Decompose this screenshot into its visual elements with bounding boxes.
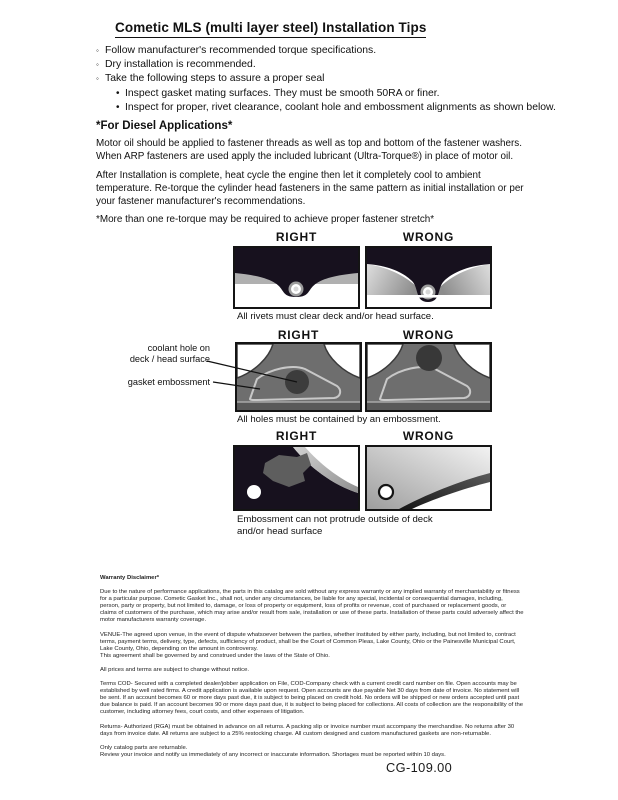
coolant-hole-wrong-illustration	[367, 344, 490, 410]
list-item	[96, 72, 596, 86]
rivet-clearance-wrong-illustration	[367, 248, 490, 307]
coolant-hole-label	[100, 343, 210, 365]
diagram-caption: All holes must be contained by an embossment.	[237, 414, 441, 425]
wrong-label: WRONG	[402, 328, 455, 342]
right-label: RIGHT	[277, 328, 320, 342]
warranty-disclaimer-heading: Warranty Disclaimer*	[100, 575, 160, 581]
legal-paragraph: Terms COD- Secured with a completed dealer/jobber application on File, COD-Company check with a current credit card number on file. Open accounts may be established by well rated firms. A credit application is available upon request. Open accounts are due payable Net 30 days from date of invoice. No statement will be sent. If an account becomes 60 or more days past due, it is subject to being placed on credit hold. No orders will be shipped or new orders accepted until past due balance is paid. If an account becomes 90 or more days past due, it is subject to being placed for collections. All costs of collection are the responsibility of the customer, including attorney fees, court costs, and other expenses of litigation.	[100, 681, 524, 716]
wrong-label: WRONG	[402, 230, 455, 244]
filled-bullet-icon: •	[116, 87, 120, 99]
list-item	[96, 87, 596, 101]
coolant-hole-label-line2: deck / head surface	[129, 354, 210, 364]
diagram-deck-wrong	[365, 445, 492, 511]
open-bullet-icon: ◦	[96, 46, 99, 55]
legal-paragraph: Only catalog parts are returnable.	[100, 744, 188, 751]
list-item	[96, 58, 596, 72]
diesel-paragraph: After Installation is complete, heat cycle the engine then let it completely cool to ambient temperature. Re-torque the cylinder head fasteners in the same pattern as initial installation or per your fastener manufacturer's recommendations.	[96, 170, 524, 207]
warranty-disclaimer-section	[100, 575, 524, 759]
diagram-embossment-wrong	[365, 342, 492, 412]
list-item	[96, 44, 596, 58]
wrong-label: WRONG	[402, 429, 455, 443]
diagram-deck-right	[233, 445, 360, 511]
bullet-text: Follow manufacturer's recommended torque specifications.	[105, 45, 377, 56]
embossment-deck-right-illustration	[235, 447, 358, 509]
caption-line2: and/or head surface	[237, 525, 323, 537]
legal-paragraph: Review your invoice and notify us immediately of any incorrect or inaccurate information. Shortages must be reported within 10 days.	[100, 751, 446, 758]
diagram-rivet-right	[233, 246, 360, 309]
right-label: RIGHT	[275, 429, 318, 443]
legal-paragraph: Returns- Authorized (RGA) must be obtained in advance on all returns. A packing slip or invoice number must accompany the merchandise. No returns after 30 days from invoice date. All returns are subject to a 25% restocking charge. All custom designed and custom manufactured gaskets are non-returnable.	[100, 723, 515, 737]
open-bullet-icon: ◦	[96, 74, 99, 84]
embossment-deck-wrong-illustration	[367, 447, 490, 509]
right-label: RIGHT	[275, 230, 318, 244]
rivet-clearance-right-illustration	[235, 248, 358, 307]
bullet-text: Inspect for proper, rivet clearance, coolant hole and embossment alignments as shown below.	[125, 101, 556, 113]
legal-paragraph: Due to the nature of performance applications, the parts in this catalog are sold without any express warranty or any implied warranty of merchantability or fitness for a particular purpose. Cometic Gasket Inc., shall not, under any circumstances, be liable for any special, incidental or consequential damages, including, person, party or property, but not limited to, damage, or loss of property or equipment, loss of profits or revenue, cost of purchased or replacement goods, or claims of customers of the purchase, which may arise and/or result from sale, installation or use of these parts. Installation of these parts could adversely affect the motor manufacturers warranty coverage.	[100, 589, 524, 624]
coolant-hole-label-line1: coolant hole on	[147, 343, 210, 353]
bullet-text: Dry installation is recommended.	[105, 59, 256, 71]
diagram-rivet-wrong	[365, 246, 492, 309]
pointer-lines	[205, 352, 305, 397]
diesel-applications-heading: *For Diesel Applications*	[96, 120, 233, 132]
legal-paragraph: This agreement shall be governed by and construed under the laws of the State of Ohio.	[100, 652, 330, 659]
page-title: Cometic MLS (multi layer steel) Installation Tips	[115, 20, 426, 38]
caption-line1: Embossment can not protrude outside of deck	[237, 514, 433, 525]
diagram-caption: All rivets must clear deck and/or head surface.	[237, 311, 434, 322]
open-bullet-icon: ◦	[96, 60, 99, 70]
bullet-text: Inspect gasket mating surfaces. They must be smooth 50RA or finer.	[125, 87, 440, 99]
installation-tips-list	[96, 44, 596, 115]
retorque-note: *More than one re-torque may be required to achieve proper fastener stretch*	[96, 214, 435, 225]
list-item	[96, 101, 596, 115]
diagram-caption	[237, 514, 433, 537]
legal-paragraph: VENUE-The agreed upon venue, in the event of dispute whatsoever between the parties, whether instituted by either party, including, but not limited to, contract terms, payment terms, delivery, type, defects, sufficiency of product, shall be the Court of Common Pleas, Lake County, Ohio or the Painesville Municipal Court, Lake County, Ohio, depending on the amount in controversy.	[100, 631, 516, 652]
filled-bullet-icon: •	[116, 101, 120, 113]
bullet-text: Take the following steps to assure a proper seal	[105, 73, 325, 85]
gasket-embossment-label: gasket embossment	[127, 377, 210, 387]
legal-paragraph: All prices and terms are subject to change without notice.	[100, 666, 249, 673]
diesel-paragraph: Motor oil should be applied to fastener threads as well as top and bottom of the fastener washers. When ARP fasteners are used apply the included lubricant (Ultra-Torque®) in place of motor oil.	[96, 138, 522, 162]
page-number: CG-109.00	[386, 760, 453, 775]
